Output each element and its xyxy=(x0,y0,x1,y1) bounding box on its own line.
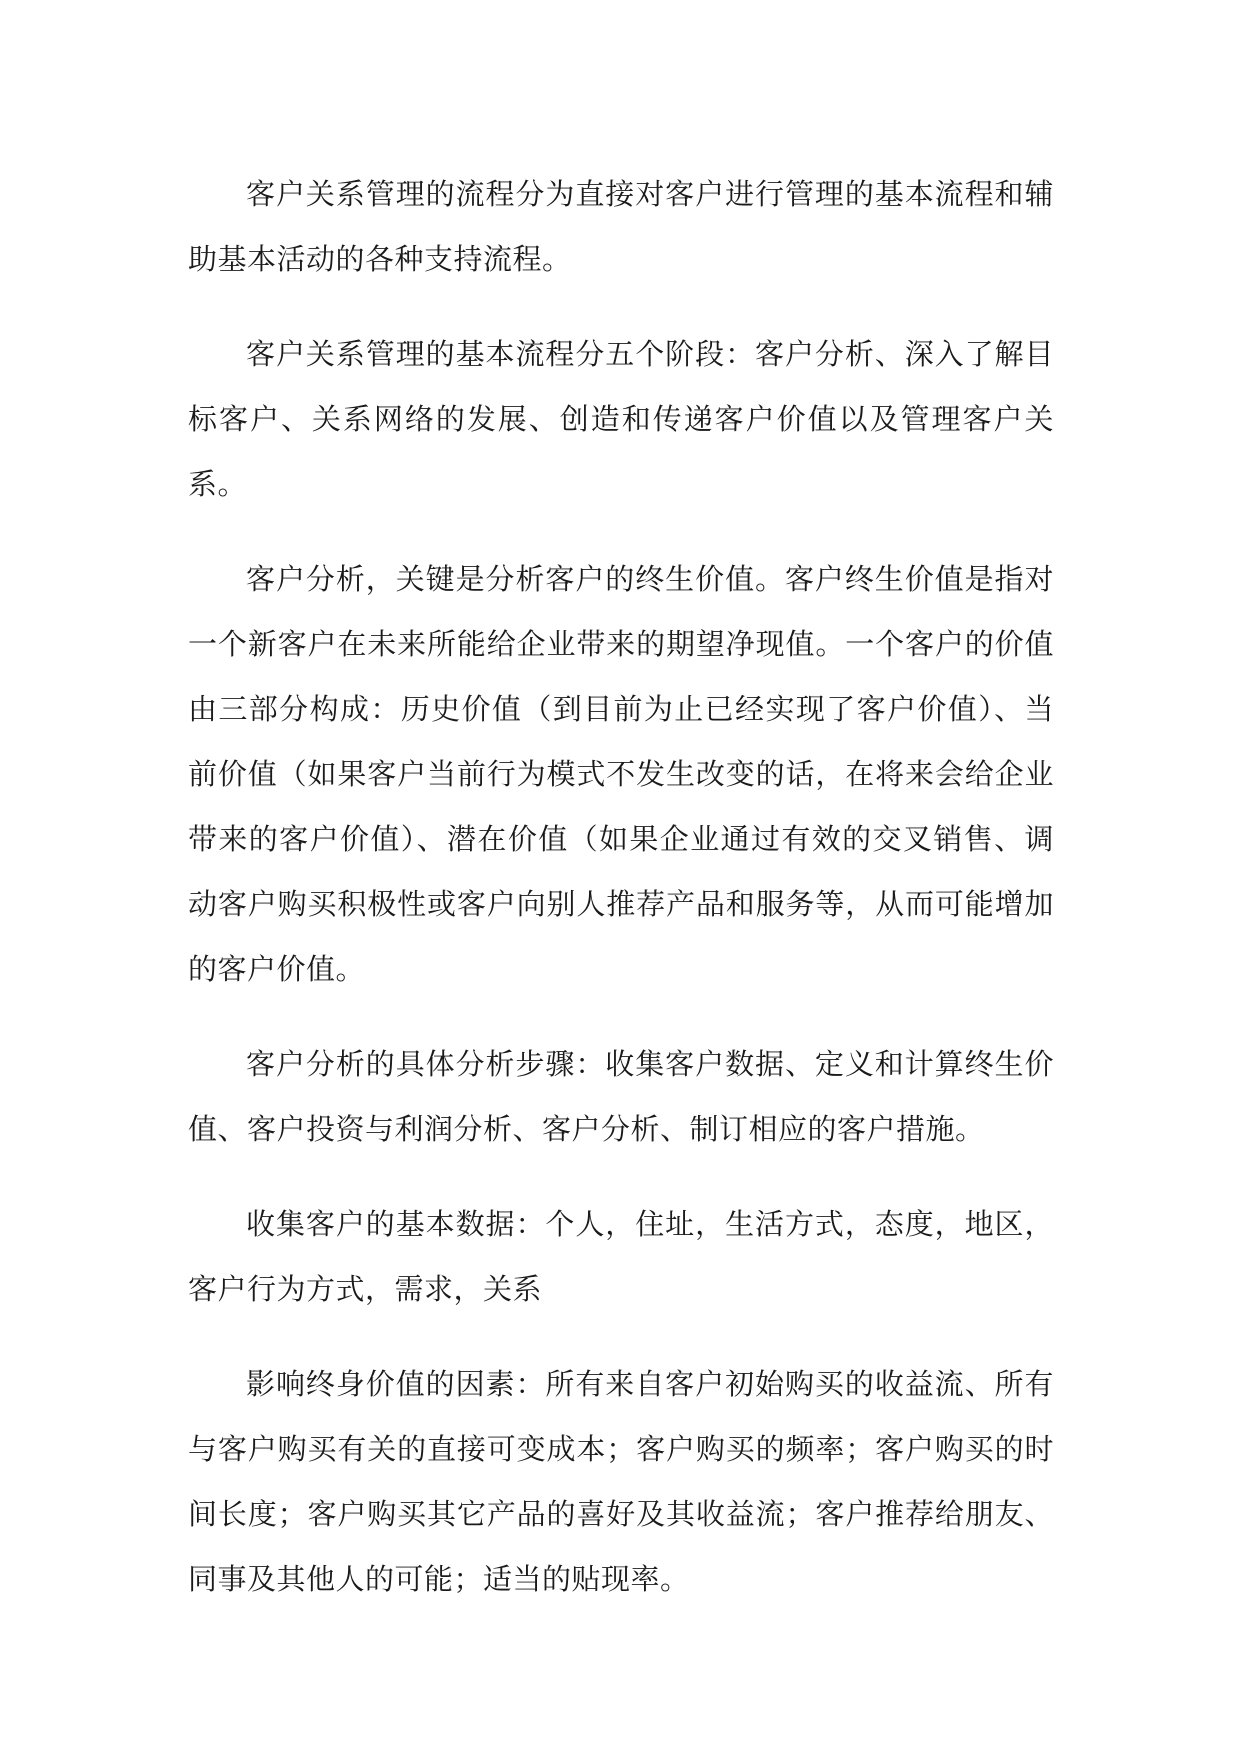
paragraph-crm-process: 客户关系管理的流程分为直接对客户进行管理的基本流程和辅助基本活动的各种支持流程。 xyxy=(188,177,1054,276)
document-body xyxy=(188,162,1054,1642)
paragraph-analysis-steps: 客户分析的具体分析步骤：收集客户数据、定义和计算终生价值、客户投资与利润分析、客户分析、制订相应的客户措施。 xyxy=(188,1047,1054,1146)
paragraph-customer-lifetime-value: 客户分析，关键是分析客户的终生价值。客户终生价值是指对一个新客户在未来所能给企业带来的期望净现值。一个客户的价值由三部分构成：历史价值（到目前为止已经实现了客户价值）、当前价值（如果客户当前行为模式不发生改变的话，在将来会给企业带来的客户价值）、潜在价值（如果企业通过有效的交叉销售、调动客户购买积极性或客户向别人推荐产品和服务等，从而可能增加的客户价值。 xyxy=(188,562,1054,986)
paragraph-basic-data: 收集客户的基本数据：个人，住址，生活方式，态度，地区，客户行为方式，需求，关系 xyxy=(188,1207,1054,1306)
paragraph-basic-process-stages: 客户关系管理的基本流程分五个阶段：客户分析、深入了解目标客户、关系网络的发展、创造和传递客户价值以及管理客户关系。 xyxy=(188,337,1054,501)
paragraph-value-factors: 影响终身价值的因素：所有来自客户初始购买的收益流、所有与客户购买有关的直接可变成本；客户购买的频率；客户购买的时间长度；客户购买其它产品的喜好及其收益流；客户推荐给朋友、同事及其他人的可能；适当的贴现率。 xyxy=(188,1367,1054,1596)
